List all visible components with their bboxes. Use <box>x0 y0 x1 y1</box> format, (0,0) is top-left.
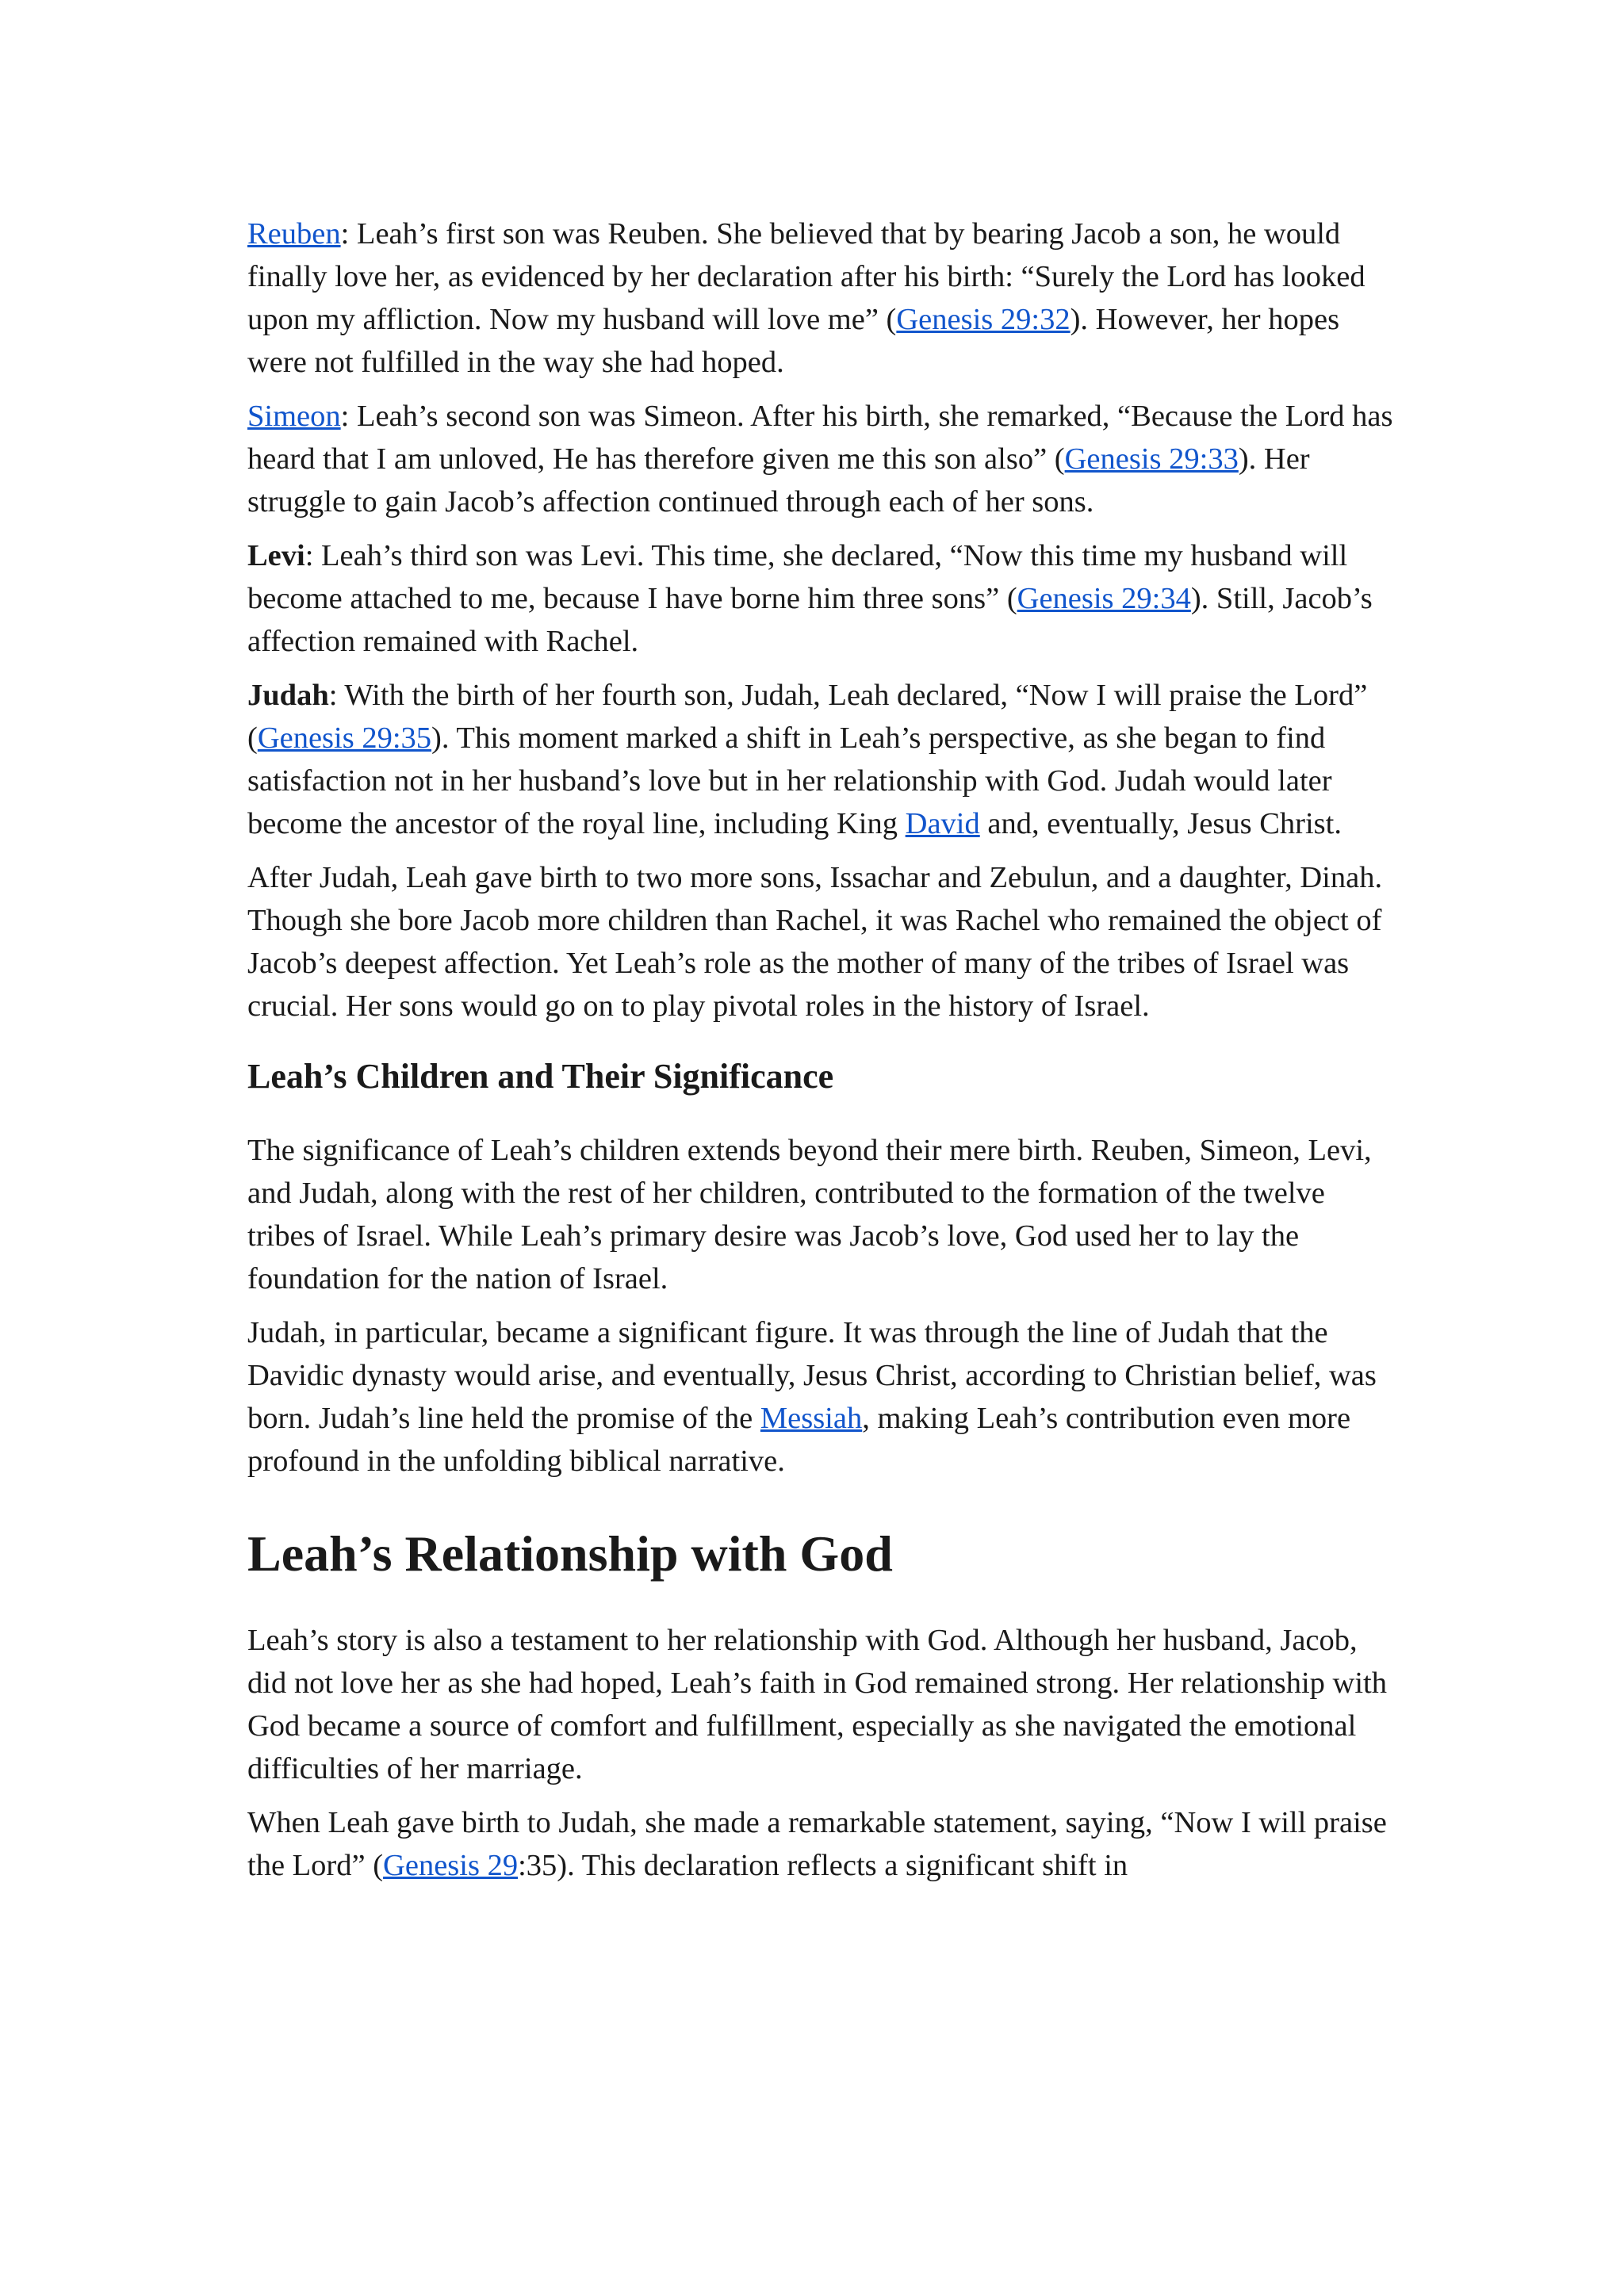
link-messiah[interactable]: Messiah <box>760 1402 863 1435</box>
link-genesis-29-35[interactable]: Genesis 29:35 <box>257 721 432 755</box>
link-genesis-29-33[interactable]: Genesis 29:33 <box>1064 442 1239 476</box>
text: When Leah gave birth to Judah, she made a remarkable statement, saying, “Now I will praise the Lord” ( <box>247 1806 1387 1882</box>
section-heading-children: Leah’s Children and Their Significance <box>247 1057 834 1096</box>
paragraph-judah-line <box>247 1311 1397 1483</box>
paragraph-judah <box>247 674 1397 845</box>
text: : With the birth of her fourth son, Judah, Leah declared, “Now I will praise the Lord” ( <box>247 679 1368 755</box>
section-heading-relationship-with-god: Leah’s Relationship with God <box>247 1525 893 1582</box>
text: , making Leah’s contribution even more profound in the unfolding biblical narrative. <box>247 1402 1351 1478</box>
paragraph-after-judah: After Judah, Leah gave birth to two more sons, Issachar and Zebulun, and a daughter, Dinah. Though she bore Jacob more children than Rachel, it was Rachel who remained the object of Jacob’s deepest affection. Yet Leah’s role as the mother of many of the tribes of Israel was crucial. Her sons would go on to play pivotal roles in the history of Israel. <box>247 861 1383 1023</box>
name-levi: Levi <box>247 539 305 572</box>
paragraph-praise <box>247 1801 1397 1887</box>
text: ). Still, Jacob’s affection remained with Rachel. <box>247 582 1373 658</box>
link-reuben[interactable]: Reuben <box>247 217 341 251</box>
text: :35). This declaration reflects a significant shift in <box>518 1849 1128 1882</box>
paragraph-simeon <box>247 395 1397 523</box>
name-judah: Judah <box>247 679 329 712</box>
paragraph-children-significance: The significance of Leah’s children extends beyond their mere birth. Reuben, Simeon, Levi, and Judah, along with the rest of her children, contributed to the formation of the twelve tribes of Israel. While Leah’s primary desire was Jacob’s love, God used her to lay the foundation for the nation of Israel. <box>247 1134 1372 1295</box>
text: : Leah’s second son was Simeon. After his birth, she remarked, “Because the Lord has heard that I am unloved, He has therefore given me this son also” ( <box>247 400 1393 476</box>
document-page <box>247 212 1397 1898</box>
text: ). However, her hopes were not fulfilled in the way she had hoped. <box>247 303 1340 379</box>
paragraph-levi <box>247 534 1397 663</box>
text: and, eventually, Jesus Christ. <box>979 807 1342 840</box>
text: ). This moment marked a shift in Leah’s perspective, as she began to find satisfaction not in her husband’s love but in her relationship with God. Judah would later become the ancestor of the royal line, including King <box>247 721 1332 840</box>
text: ). Her struggle to gain Jacob’s affection continued through each of her sons. <box>247 442 1310 519</box>
paragraph-reuben <box>247 212 1397 384</box>
link-genesis-29-34[interactable]: Genesis 29:34 <box>1017 582 1191 615</box>
paragraph-testament: Leah’s story is also a testament to her relationship with God. Although her husband, Jacob, did not love her as she had hoped, Leah’s faith in God remained strong. Her relationship with God became a source of comfort and fulfillment, especially as she navigated the emotional difficulties of her marriage. <box>247 1624 1387 1785</box>
link-genesis-29[interactable]: Genesis 29 <box>383 1849 519 1882</box>
text: : Leah’s third son was Levi. This time, she declared, “Now this time my husband will become attached to me, because I have borne him three sons” ( <box>247 539 1348 615</box>
text: Judah, in particular, became a significant figure. It was through the line of Judah that the Davidic dynasty would arise, and eventually, Jesus Christ, according to Christian belief, was born. Judah’s line held the promise of the <box>247 1316 1377 1435</box>
link-david[interactable]: David <box>905 807 980 840</box>
text: : Leah’s first son was Reuben. She believed that by bearing Jacob a son, he would finally love her, as evidenced by her declaration after his birth: “Surely the Lord has looked upon my affliction. Now my husband will love me” ( <box>247 217 1365 336</box>
link-genesis-29-32[interactable]: Genesis 29:32 <box>896 303 1071 336</box>
link-simeon[interactable]: Simeon <box>247 400 341 433</box>
